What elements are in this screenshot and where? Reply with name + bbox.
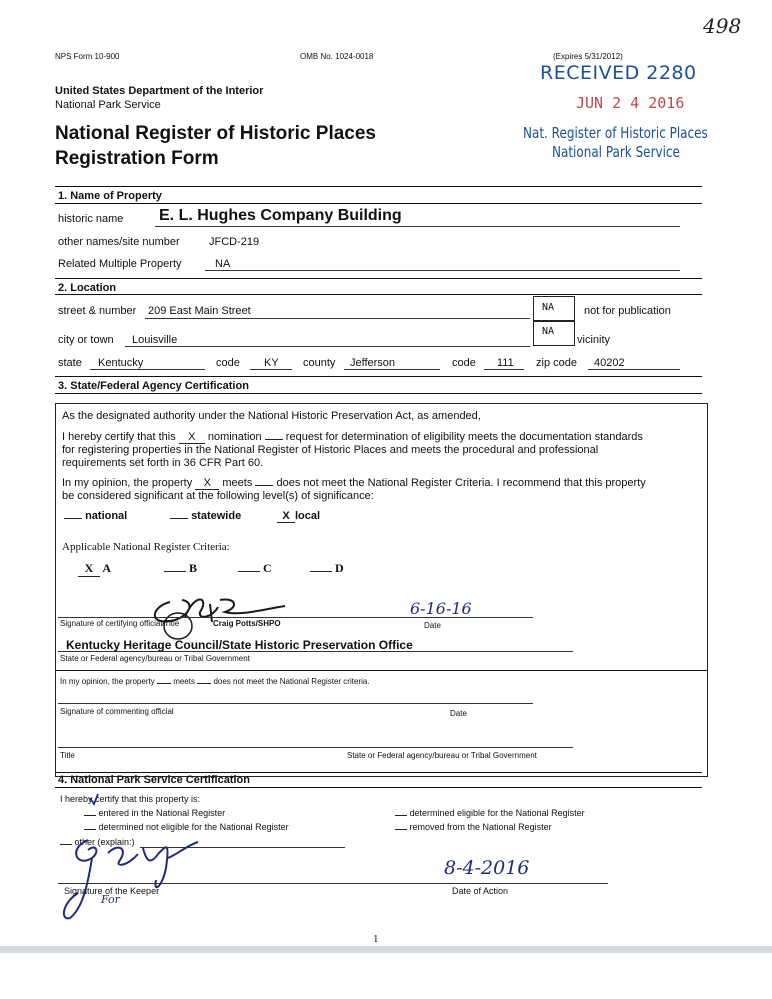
related-property-value: NA bbox=[215, 258, 231, 270]
action-date-label: Date of Action bbox=[452, 886, 509, 896]
vicinity-box[interactable] bbox=[533, 320, 575, 346]
certification-intro: As the designated authority under the National Historic Preservation Act, as amended, bbox=[62, 410, 481, 422]
section-2-heading: 2. Location bbox=[58, 282, 117, 294]
zip-label: zip code bbox=[536, 357, 577, 369]
certify-line-3: requirements set forth in 36 CFR Part 60. bbox=[62, 457, 264, 469]
page-number: 1 bbox=[373, 933, 379, 945]
city-label: city or town bbox=[58, 334, 114, 346]
handwritten-page-count: 498 bbox=[703, 14, 742, 38]
option-other-label: other (explain:) bbox=[74, 837, 135, 847]
level-statewide-label: statewide bbox=[191, 510, 242, 522]
option-not-eligible-label: determined not eligible for the National Register bbox=[98, 822, 289, 832]
criteria-a bbox=[78, 561, 111, 577]
level-national-label: national bbox=[85, 510, 128, 522]
historic-name-label: historic name bbox=[58, 213, 124, 225]
criteria-c bbox=[238, 561, 272, 576]
option-entered-label: entered in the National Register bbox=[98, 808, 226, 818]
option-determined-label: determined eligible for the National Register bbox=[409, 808, 585, 818]
stamp-agency-line: National Park Service bbox=[552, 143, 680, 161]
section-1-heading: 1. Name of Property bbox=[58, 190, 162, 202]
opinion-text-c: does not meet the National Register Criteria. I recommend that this property bbox=[276, 477, 646, 489]
state-code-label: code bbox=[216, 357, 240, 369]
commenting-official-label: Signature of commenting official bbox=[60, 707, 174, 716]
keeper-signature bbox=[58, 788, 218, 923]
criteria-d bbox=[310, 561, 344, 576]
related-property-label: Related Multiple Property bbox=[58, 258, 182, 270]
certifying-signature bbox=[140, 582, 290, 642]
action-date-value: 8-4-2016 bbox=[444, 857, 530, 879]
certify-request-blank bbox=[265, 439, 283, 440]
agency-name: National Park Service bbox=[55, 99, 161, 111]
opinion-not-meet-blank bbox=[255, 485, 273, 486]
opinion-meets-mark: X bbox=[195, 477, 219, 490]
omb-number: OMB No. 1024-0018 bbox=[300, 52, 374, 61]
comment-not-meet-blank bbox=[197, 683, 211, 684]
option-removed-label: removed from the National Register bbox=[409, 822, 552, 832]
criteria-c-letter: C bbox=[263, 561, 272, 575]
option-determined-eligible bbox=[395, 808, 585, 818]
criteria-d-mark bbox=[310, 571, 332, 572]
criteria-label: Applicable National Register Criteria: bbox=[62, 541, 230, 553]
comment-opinion-line bbox=[60, 677, 370, 686]
option-removed-blank bbox=[395, 829, 407, 830]
received-stamp-date: JUN 2 4 2016 bbox=[576, 94, 685, 112]
level-national bbox=[64, 510, 127, 522]
criteria-b bbox=[164, 561, 197, 576]
state-label: state bbox=[58, 357, 82, 369]
opinion-line-1 bbox=[62, 477, 646, 490]
option-determined-blank bbox=[395, 815, 407, 816]
comment-opinion-text-a: In my opinion, the property bbox=[60, 677, 155, 686]
not-for-publication-box[interactable] bbox=[533, 296, 575, 322]
certify-text-a: I hereby certify that this bbox=[62, 431, 176, 443]
form-title: National Register of Historic Places bbox=[55, 123, 376, 144]
historic-name-value: E. L. Hughes Company Building bbox=[159, 207, 402, 224]
commenting-title-label: Title bbox=[60, 751, 75, 760]
level-local bbox=[277, 510, 320, 523]
comment-opinion-text-c: does not meet the National Register criteria. bbox=[213, 677, 370, 686]
opinion-text-b: meets bbox=[222, 477, 253, 489]
keeper-intro: I hereby certify that this property is: bbox=[60, 794, 201, 804]
keeper-signature-label: Signature of the Keeper bbox=[64, 886, 160, 896]
opinion-line-2: be considered significant at the following level(s) of significance: bbox=[62, 490, 374, 502]
criteria-c-mark bbox=[238, 571, 260, 572]
county-value: Jefferson bbox=[350, 357, 396, 369]
certify-line-2: for registering properties in the National Register of Historic Places and meets the procedural and professional bbox=[62, 444, 599, 456]
page-bottom-band bbox=[0, 946, 772, 953]
criteria-d-letter: D bbox=[335, 561, 344, 575]
option-removed bbox=[395, 822, 552, 832]
not-for-publication-label: not for publication bbox=[584, 305, 671, 317]
level-statewide bbox=[170, 510, 241, 522]
state-code-value: KY bbox=[264, 357, 279, 369]
certifying-date-value: 6-16-16 bbox=[410, 599, 472, 618]
not-for-publication-box-value: NA bbox=[542, 302, 555, 313]
county-code-label: code bbox=[452, 357, 476, 369]
level-local-mark: X bbox=[277, 510, 295, 523]
street-label: street & number bbox=[58, 305, 137, 317]
street-value: 209 East Main Street bbox=[148, 305, 251, 317]
criteria-b-letter: B bbox=[189, 561, 198, 575]
section-4-heading: 4. National Park Service Certification bbox=[58, 774, 250, 786]
certifying-office-label: State or Federal agency/bureau or Tribal Government bbox=[60, 654, 250, 663]
comment-opinion-text-b: meets bbox=[173, 677, 195, 686]
stamp-register-line: Nat. Register of Historic Places bbox=[523, 124, 708, 142]
level-local-label: local bbox=[295, 510, 321, 522]
certify-nomination-mark: X bbox=[179, 431, 205, 444]
city-value: Louisville bbox=[132, 334, 178, 346]
certifying-office: Kentucky Heritage Council/State Historic Preservation Office bbox=[66, 638, 413, 652]
certifying-date-label: Date bbox=[424, 621, 441, 630]
certify-text-b: nomination bbox=[207, 431, 262, 443]
certifying-official-name: Craig Potts/SHPO bbox=[213, 619, 281, 628]
criteria-b-mark bbox=[164, 571, 186, 572]
keeper-for-note: For bbox=[101, 893, 120, 906]
comment-meets-blank bbox=[157, 683, 171, 684]
county-label: county bbox=[303, 357, 336, 369]
certify-text-c: request for determination of eligibility meets the documentation standards bbox=[285, 431, 643, 443]
level-statewide-mark bbox=[170, 518, 188, 519]
commenting-date-label: Date bbox=[450, 709, 467, 718]
form-subtitle: Registration Form bbox=[55, 148, 219, 169]
county-code-value: 111 bbox=[497, 357, 514, 369]
level-national-mark bbox=[64, 518, 82, 519]
section-3-heading: 3. State/Federal Agency Certification bbox=[58, 380, 249, 392]
zip-value: 40202 bbox=[594, 357, 625, 369]
form-number: NPS Form 10-900 bbox=[55, 52, 120, 61]
vicinity-label: vicinity bbox=[577, 334, 611, 346]
criteria-a-mark: X bbox=[78, 561, 100, 577]
state-value: Kentucky bbox=[98, 357, 144, 369]
opinion-text-a: In my opinion, the property bbox=[62, 477, 193, 489]
expiration-date: (Expires 5/31/2012) bbox=[553, 52, 623, 61]
received-stamp: RECEIVED 2280 bbox=[540, 62, 697, 84]
certify-line-1 bbox=[62, 431, 643, 444]
vicinity-box-value: NA bbox=[542, 326, 555, 337]
commenting-agency-label: State or Federal agency/bureau or Tribal Government bbox=[347, 751, 537, 760]
department-name: United States Department of the Interior bbox=[55, 85, 264, 97]
other-names-value: JFCD-219 bbox=[209, 236, 260, 248]
certifying-signature-label: Signature of certifying official/Title bbox=[60, 619, 180, 628]
criteria-a-letter: A bbox=[102, 561, 112, 575]
other-names-label: other names/site number bbox=[58, 236, 180, 248]
